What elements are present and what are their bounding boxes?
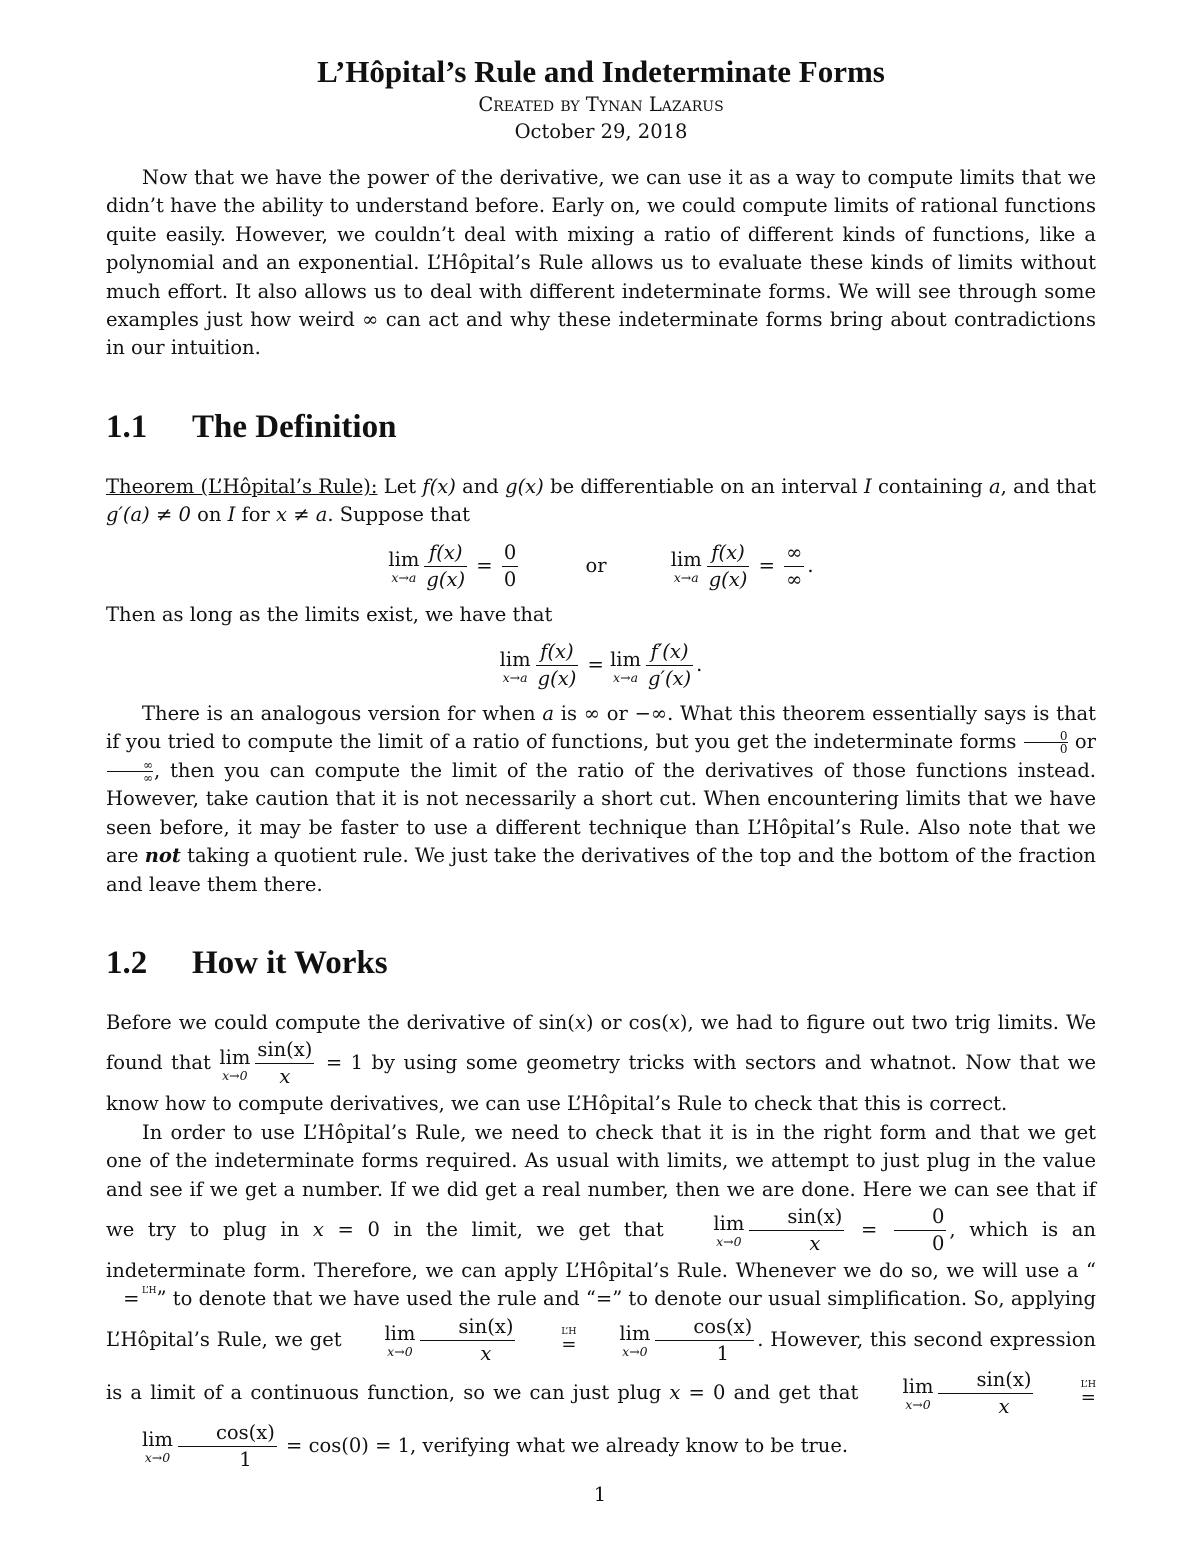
fraction	[420, 1314, 515, 1367]
numerator: sin(x)	[420, 1314, 515, 1341]
limit-operator	[610, 648, 641, 684]
text-run: for	[235, 503, 276, 527]
text-run: or	[1068, 730, 1096, 754]
limit-operator	[866, 1375, 933, 1411]
text-run: Let	[377, 474, 423, 498]
equals: =	[476, 553, 493, 577]
lh-label: L’H	[142, 1286, 157, 1297]
math-x: x	[574, 1010, 586, 1034]
numerator: f(x)	[536, 639, 579, 666]
section-number: 1.1	[106, 408, 148, 445]
lim-sub: x→0	[144, 1450, 171, 1466]
section-title: The Definition	[192, 408, 397, 445]
lh-equals-symbol	[525, 1326, 577, 1356]
intro-paragraph: Now that we have the power of the derivative, we can use it as a way to compute limits that we didn’t have the ability to understand before. Early on, we could compute limits of rational functions quite easily. However, we couldn’t deal with mixing a ratio of different kinds of functions, like a polynomial and an exponential. L’Hôpital’s Rule allows us to evaluate these kinds of limits without much effort. It also allows us to deal with different indeterminate forms. We will see through some examples just how weird ∞ can act and why these indeterminate forms bring about contradictions in our intuition.	[106, 166, 1096, 360]
denominator: g′(x)	[648, 667, 692, 691]
lim-sub: x→0	[222, 1067, 248, 1083]
denominator: 1	[716, 1341, 730, 1365]
display-equation-conclusion: lim x→a $\frac{f(x)}{g(x)}$ = lim x→a $\frac{f'(x)}{g'(x)}$ .	[499, 640, 703, 691]
limit-operator	[219, 1046, 250, 1082]
numerator: ∞	[107, 759, 153, 772]
text-run: = 1 by using some geometry tricks with sectors and whatnot. Now that we know how to compute derivatives, we can use L’Hôpital’s Rule to check that this is correct.	[106, 1051, 1096, 1116]
text-run: = cos(0) = 1, verifying what we already know to be true.	[279, 1433, 849, 1457]
numerator: f′(x)	[646, 639, 693, 666]
numerator: cos(x)	[178, 1420, 277, 1447]
denominator: ∞	[786, 567, 803, 591]
display-equation-hypothesis: lim x→a $\frac{f(x)}{g(x)}$ = $\frac{0}{0}$ or lim x→a $\frac{f(x)}{g(x)}$ = $\frac{\infty}{\infty}$ .	[388, 540, 814, 591]
lh-label: L’H	[1080, 1379, 1096, 1391]
fraction	[707, 540, 750, 593]
fraction	[894, 1204, 946, 1257]
denominator: 0	[932, 1231, 945, 1255]
text-run: taking a quotient rule. We just take the derivatives of the top and the bottom of the fraction and leave them there.	[106, 844, 1096, 896]
author-line: Created by Tynan Lazarus	[478, 93, 724, 116]
limit-operator	[583, 1322, 650, 1358]
lim-word: lim	[388, 548, 420, 572]
text-run: ” to denote that we have used the rule and “=” to denote our usual simplification. So, applying L’Hôpital’s Rule, we get	[106, 1287, 1096, 1351]
math-x: x	[668, 1010, 680, 1034]
text-run: = 0 in the limit, we get that	[323, 1217, 678, 1241]
fraction	[646, 639, 693, 692]
denominator: 0	[1059, 742, 1068, 757]
text-run: ), we had to figure out two trig limits. We found that	[106, 1010, 1096, 1075]
analogous-paragraph	[106, 700, 1096, 899]
lim-sub: x→a	[673, 570, 699, 586]
text-run: = 0 and get that	[680, 1380, 867, 1404]
apply-rule-paragraph	[106, 1119, 1096, 1473]
text-run: In order to use L’Hôpital’s Rule, we need to check that it is in the right form and that we get one of the indeterminate forms required. As usual with limits, we attempt to just plug in the value and see if we get a number. If we did get a real number, then we are done. Here we can see that if we try to plug in	[106, 1120, 1096, 1241]
math-g-prime-a: g′(a) ≠ 0	[106, 503, 191, 527]
lh-equals-symbol	[106, 1286, 157, 1311]
lim-word: lim	[610, 647, 642, 671]
text-run: . However, this second expression is a limit of a continuous function, so we can just plug	[106, 1327, 1096, 1404]
equals: =	[1080, 1387, 1096, 1409]
limit-operator	[500, 648, 531, 684]
denominator: ∞	[143, 770, 153, 785]
denominator: g(x)	[537, 667, 577, 691]
text-run: . Suppose that	[327, 503, 470, 527]
lim-sub: x→0	[387, 1344, 413, 1360]
numerator: sin(x)	[749, 1204, 844, 1231]
lim-word: lim	[219, 1045, 251, 1069]
lim-sub: x→0	[622, 1344, 648, 1360]
text-run: containing	[871, 474, 990, 498]
section-heading-definition	[106, 407, 1096, 447]
fraction	[255, 1037, 314, 1090]
math-x: x	[312, 1217, 324, 1241]
text-run: is ∞ or −∞. What this theorem essentially says is that if you tried to compute the limit of a ratio of functions, but you get the indeterminate forms	[106, 702, 1096, 754]
text-run: and	[455, 474, 506, 498]
text-run: be differentiable on an interval	[543, 474, 864, 498]
numerator: cos(x)	[655, 1314, 754, 1341]
denominator: 0	[503, 567, 517, 591]
lim-word: lim	[670, 548, 702, 572]
text-run: There is an analogous version for when	[142, 702, 543, 726]
page-number: 1	[593, 1483, 607, 1506]
numerator: 0	[894, 1204, 946, 1231]
lim-sub: x→0	[716, 1234, 742, 1250]
lim-sub: x→0	[905, 1397, 931, 1413]
theorem-label: Theorem (L’Hôpital’s Rule):	[106, 474, 378, 498]
lim-word: lim	[713, 1212, 745, 1236]
document-page	[106, 52, 1096, 1473]
denominator: x	[480, 1341, 492, 1365]
denominator: g(x)	[426, 567, 466, 591]
text-run: , and that	[1000, 474, 1096, 498]
fraction	[655, 1314, 754, 1367]
math-interval: I	[227, 503, 236, 527]
fraction	[424, 540, 467, 593]
text-run: ) or cos(	[585, 1010, 669, 1034]
small-fraction-zero-zero	[1024, 730, 1068, 755]
equals: =	[587, 653, 604, 677]
text-run: , then you can compute the limit of the ratio of the derivatives of those functions instead. However, take caution that it is not necessarily a short cut. When encountering limits that we have seen before, it may be faster to use a different technique than L’Hôpital’s Rule. Also note that we are	[106, 758, 1096, 868]
document-title: L’Hôpital’s Rule and Indeterminate Forms	[317, 54, 885, 89]
equals: =	[861, 1217, 878, 1241]
math-interval: I	[863, 474, 872, 498]
then-paragraph: Then as long as the limits exist, we have that	[106, 602, 553, 626]
math-g-of-x: g(x)	[505, 474, 544, 498]
small-fraction-inf-inf	[107, 759, 153, 784]
emphasis-not: not	[144, 844, 181, 868]
fraction	[178, 1420, 277, 1473]
lim-word: lim	[499, 647, 531, 671]
section-heading-how-it-works	[106, 943, 1096, 983]
section-title: How it Works	[192, 944, 388, 981]
equals: =	[561, 1334, 577, 1356]
numerator: sin(x)	[938, 1367, 1033, 1394]
lim-word: lim	[142, 1428, 173, 1452]
lim-word: lim	[384, 1322, 416, 1346]
denominator: g(x)	[708, 567, 748, 591]
lim-sub: x→a	[502, 669, 528, 685]
math-f-of-x: f(x)	[422, 474, 456, 498]
numerator: 0	[502, 540, 518, 567]
or-word: or	[585, 553, 607, 577]
equals: =	[123, 1287, 140, 1311]
lh-label: L’H	[561, 1326, 577, 1338]
lim-sub: x→a	[391, 570, 417, 586]
math-a: a	[542, 702, 554, 726]
denominator: x	[809, 1231, 821, 1255]
math-x-ne-a: x ≠ a	[276, 503, 328, 527]
math-a: a	[989, 474, 1001, 498]
fraction	[749, 1204, 844, 1257]
limit-operator	[671, 548, 702, 584]
fraction	[502, 540, 518, 593]
denominator: x	[998, 1394, 1010, 1418]
text-run: , which is an indeterminate form. Therefore, we can apply L’Hôpital’s Rule. Whenever we do so, we will use a “	[106, 1217, 1096, 1282]
lim-word: lim	[902, 1375, 934, 1399]
document-date: October 29, 2018	[514, 120, 688, 143]
limit-operator	[388, 548, 419, 584]
text-run: Before we could compute the derivative of sin(	[106, 1010, 575, 1034]
denominator: 1	[239, 1447, 252, 1471]
numerator: f(x)	[707, 540, 750, 567]
lim-sub: x→a	[613, 669, 639, 685]
numerator: sin(x)	[255, 1037, 314, 1064]
section-number: 1.2	[106, 944, 148, 981]
lim-word: lim	[619, 1322, 651, 1346]
trig-limits-paragraph	[106, 1009, 1096, 1119]
denominator: x	[279, 1065, 291, 1089]
numerator: ∞	[784, 540, 804, 567]
numerator: 0	[1024, 730, 1068, 743]
numerator: f(x)	[424, 540, 467, 567]
fraction	[938, 1367, 1033, 1420]
limit-operator	[106, 1428, 173, 1464]
theorem-paragraph	[106, 473, 1096, 530]
fraction	[536, 639, 579, 692]
text-run: on	[190, 503, 228, 527]
lh-equals-symbol	[1045, 1379, 1096, 1409]
limit-operator	[348, 1322, 415, 1358]
fraction	[784, 540, 804, 593]
math-x: x	[669, 1380, 681, 1404]
limit-operator	[677, 1212, 744, 1248]
equals: =	[758, 553, 775, 577]
